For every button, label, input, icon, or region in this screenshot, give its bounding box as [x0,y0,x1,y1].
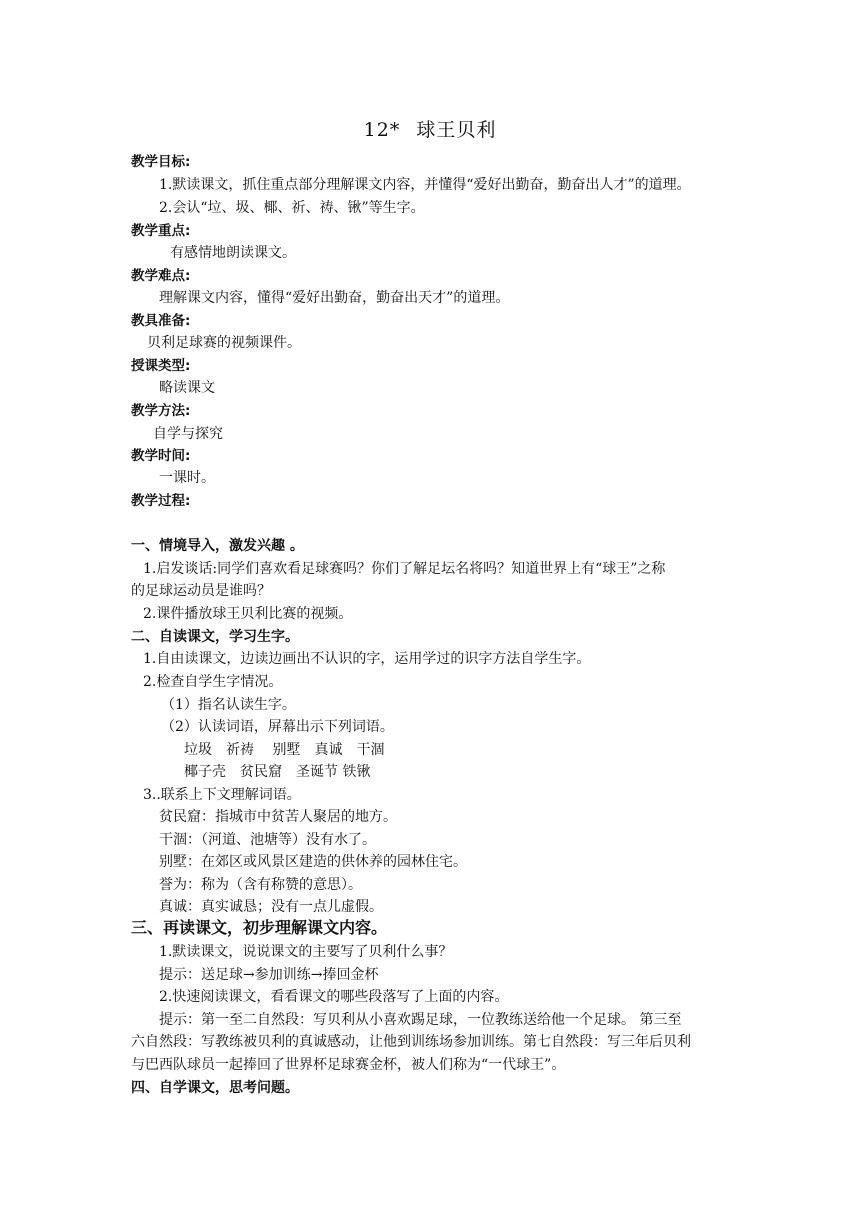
materials-text: 贝利足球赛的视频课件。 [147,335,301,351]
definition-3: 别墅：在郊区或风景区建造的供休养的园林住宅。 [159,854,467,870]
section-3-line-5: 六自然段：写教练被贝利的真诚感动，让他到训练场参加训练。第七自然段：写三年后贝利 [131,1034,691,1050]
section-4-heading: 四、自学课文，思考问题。 [131,1080,299,1096]
section-2-line-5: 3..联系上下文理解词语。 [143,787,301,803]
time-text: 一课时。 [159,470,215,486]
section-3-heading: 三、再读课文，初步理解课文内容。 [131,918,388,937]
lesson-title: 球王贝利 [416,119,497,141]
key-points-heading: 教学重点: [131,223,191,239]
key-points-text: 有感情地朗读课文。 [170,245,296,261]
section-1-line-3: 2.课件播放球王贝利比赛的视频。 [143,606,353,622]
vocab-row-1: 垃圾 祈祷 别墅 真诚 干涸 [184,742,385,758]
section-3-line-6: 与巴西队球员一起捧回了世界杯足球赛金杯，被人们称为“一代球王”。 [131,1057,566,1073]
definition-5: 真诚：真实诚恳；没有一点儿虚假。 [159,899,383,915]
section-2-line-2: 2.检查自学生字情况。 [143,674,283,690]
section-1-line-1: 1.启发谈话:同学们喜欢看足球赛吗？你们了解足坛名将吗？知道世界上有“球王”之称 [143,561,666,577]
difficulties-heading: 教学难点: [131,268,191,284]
section-3-line-4: 提示：第一至二自然段：写贝利从小喜欢踢足球，一位教练送给他一个足球。 第三至 [159,1012,682,1028]
materials-heading: 教具准备: [131,313,191,329]
section-2-heading: 二、自读课文，学习生字。 [131,629,299,645]
process-heading: 教学过程: [131,493,191,509]
section-2-line-1: 1.自由读课文，边读边画出不认识的字，运用学过的识字方法自学生字。 [143,651,591,667]
definition-4: 誉为：称为（含有称赞的意思）。 [159,877,362,893]
method-text: 自学与探究 [153,426,223,442]
section-1-heading: 一、情境导入，激发兴趣 。 [131,538,304,554]
definition-1: 贫民窟：指城市中贫苦人聚居的地方。 [159,809,397,825]
section-2-line-4: （2）认读词语，屏幕出示下列词语。 [161,719,394,735]
lesson-number: 12* [363,119,401,141]
method-heading: 教学方法: [131,403,191,419]
page-title [0,115,860,142]
difficulties-text: 理解课文内容，懂得“爱好出勤奋，勤奋出天才”的道理。 [159,290,510,306]
section-3-line-2: 提示：送足球→参加训练→捧回金杯 [159,967,379,983]
lesson-type-text: 略读课文 [159,380,215,396]
objective-item-1: 1.默读课文，抓住重点部分理解课文内容，并懂得“爱好出勤奋，勤奋出人才”的道理。 [159,177,691,193]
vocab-row-2: 椰子壳 贫民窟 圣诞节 铁锹 [184,764,371,780]
objective-item-2: 2.会认“垃、圾、椰、祈、祷、锹”等生字。 [159,200,425,216]
definition-2: 干涸：（河道、池塘等）没有水了。 [159,832,376,848]
section-2-line-3: （1）指名认读生字。 [161,697,296,713]
time-heading: 教学时间: [131,448,191,464]
section-3-line-3: 2.快速阅读课文，看看课文的哪些段落写了上面的内容。 [159,989,509,1005]
lesson-type-heading: 授课类型: [131,358,191,374]
section-1-line-2: 的足球运动员是谁吗？ [131,583,271,599]
section-3-line-1: 1.默读课文，说说课文的主要写了贝利什么事？ [159,944,453,960]
objectives-heading: 教学目标: [131,154,191,170]
